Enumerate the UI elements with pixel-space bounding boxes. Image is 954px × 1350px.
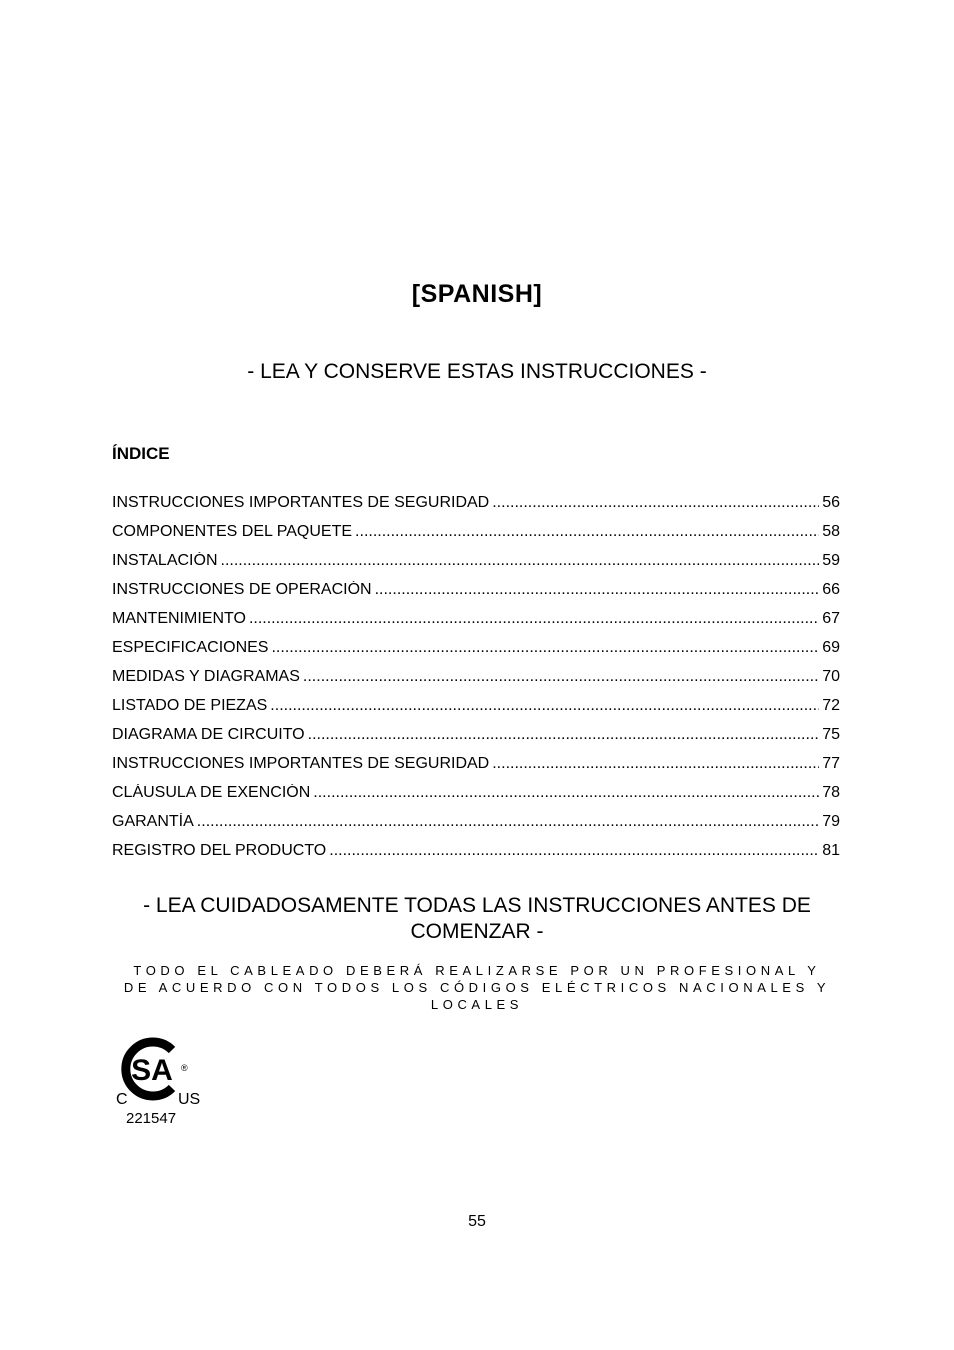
toc-entry-page: 58 <box>822 523 840 540</box>
toc-leader-dots <box>303 668 819 686</box>
toc-entry <box>112 842 840 871</box>
toc-entry-label: INSTRUCCIONES IMPORTANTES DE SEGURIDAD <box>112 494 490 511</box>
toc-entry-label: GARANTÍA <box>112 813 194 830</box>
toc-entry-label: DIAGRAMA DE CIRCUITO <box>112 726 305 743</box>
csa-logo-letters: SA <box>131 1054 173 1087</box>
toc-entry <box>112 697 840 726</box>
toc-entry <box>112 784 840 813</box>
toc-entry-label: INSTALACIÓN <box>112 552 218 569</box>
toc-leader-dots <box>375 581 820 599</box>
toc-leader-dots <box>355 523 819 541</box>
toc-entry-label: MANTENIMIENTO <box>112 610 246 627</box>
page-title: [SPANISH] <box>411 280 543 308</box>
toc-entry-page: 69 <box>822 639 840 656</box>
toc-entry-page: 81 <box>822 842 840 859</box>
toc-entry-label: MEDIDAS Y DIAGRAMAS <box>112 668 300 685</box>
toc-entry-label: INSTRUCCIONES DE OPERACIÓN <box>112 581 372 598</box>
table-of-contents <box>112 494 840 871</box>
csa-mark-right: US <box>178 1091 201 1108</box>
registered-mark: ® <box>181 1063 188 1073</box>
page-subtitle: - LEA Y CONSERVE ESTAS INSTRUCCIONES - <box>247 360 707 383</box>
toc-leader-dots <box>308 726 820 744</box>
toc-entry-page: 66 <box>822 581 840 598</box>
csa-certification-logo-icon <box>110 1036 210 1128</box>
toc-entry-page: 77 <box>822 755 840 772</box>
toc-entry-page: 72 <box>822 697 840 714</box>
page-number: 55 <box>468 1213 486 1230</box>
toc-entry-label: LISTADO DE PIEZAS <box>112 697 268 714</box>
toc-leader-dots <box>271 639 819 657</box>
toc-entry-page: 75 <box>822 726 840 743</box>
toc-entry <box>112 668 840 697</box>
toc-leader-dots <box>249 610 819 628</box>
toc-entry <box>112 610 840 639</box>
toc-entry <box>112 726 840 755</box>
toc-entry <box>112 552 840 581</box>
instructions-warning: - LEA CUIDADOSAMENTE TODAS LAS INSTRUCCIONES ANTES DE COMENZAR - <box>143 894 811 943</box>
certification-number: 221547 <box>126 1110 177 1127</box>
toc-leader-dots <box>270 697 819 715</box>
toc-entry-label: COMPONENTES DEL PAQUETE <box>112 523 353 540</box>
toc-entry-label: REGISTRO DEL PRODUCTO <box>112 842 327 859</box>
toc-entry <box>112 523 840 552</box>
toc-heading: ÍNDICE <box>112 444 170 463</box>
toc-leader-dots <box>492 494 819 512</box>
toc-leader-dots <box>197 813 819 831</box>
toc-leader-dots <box>313 784 819 802</box>
toc-entry-page: 59 <box>822 552 840 569</box>
toc-entry-page: 56 <box>822 494 840 511</box>
toc-entry-label: CLÁUSULA DE EXENCIÓN <box>112 784 311 801</box>
wiring-notice: TODO EL CABLEADO DEBERÁ REALIZARSE POR UN PROFESIONAL Y DE ACUERDO CON TODOS LOS CÓDIGOS ELÉCTRICOS NACIONALES Y LOCALES <box>123 963 831 1012</box>
toc-entry-page: 78 <box>822 784 840 801</box>
toc-leader-dots <box>329 842 819 860</box>
toc-entry-page: 79 <box>822 813 840 830</box>
toc-entry <box>112 639 840 668</box>
toc-leader-dots <box>492 755 819 773</box>
toc-entry <box>112 755 840 784</box>
toc-entry <box>112 494 840 523</box>
toc-entry-page: 67 <box>822 610 840 627</box>
toc-entry-page: 70 <box>822 668 840 685</box>
toc-leader-dots <box>221 552 820 570</box>
toc-entry <box>112 581 840 610</box>
toc-entry-label: INSTRUCCIONES IMPORTANTES DE SEGURIDAD <box>112 755 490 772</box>
toc-entry-label: ESPECIFICACIONES <box>112 639 269 656</box>
csa-mark-left: C <box>116 1091 128 1108</box>
toc-entry <box>112 813 840 842</box>
